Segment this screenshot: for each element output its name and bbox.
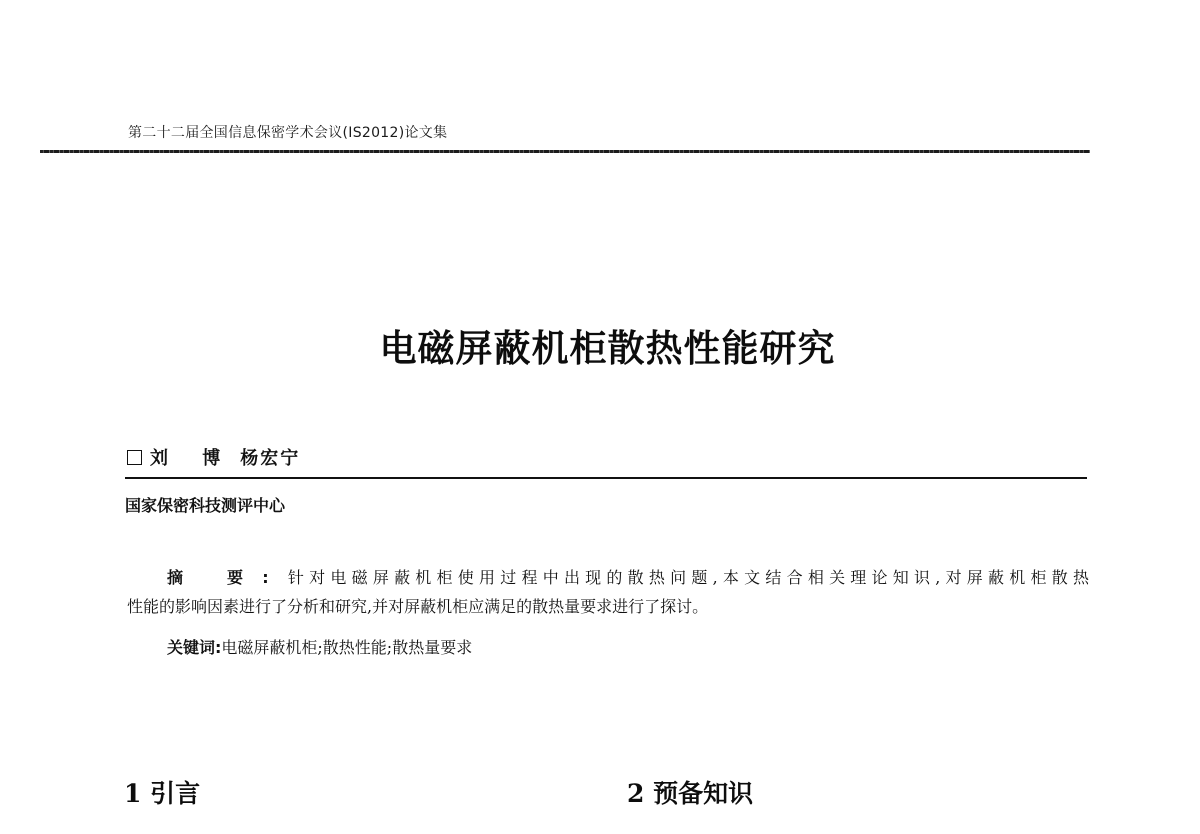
header-rule <box>40 150 1090 153</box>
section-heading-introduction: 1 引言 <box>124 779 201 808</box>
author-name-2: 杨宏宁 <box>240 448 301 469</box>
paper-title: 电磁屏蔽机柜散热性能研究 <box>379 326 836 370</box>
keywords <box>167 635 472 658</box>
keywords-label: 关键词: <box>167 638 222 657</box>
author-box-marker <box>127 450 142 465</box>
running-header: 第二十二届全国信息保密学术会议(IS2012)论文集 <box>128 125 448 141</box>
keywords-text: 电磁屏蔽机柜;散热性能;散热量要求 <box>221 638 473 657</box>
abstract-text-1: 针对电磁屏蔽机柜使用过程中出现的散热问题,本文结合相关理论知识,对屏蔽机柜散热 <box>282 568 1089 587</box>
abstract-label: 摘 要: <box>167 568 283 587</box>
abstract-line-1 <box>127 563 1089 592</box>
affiliation: 国家保密科技测评中心 <box>125 496 286 515</box>
abstract <box>127 563 1089 621</box>
section-heading-preliminaries: 2 预备知识 <box>627 779 754 808</box>
abstract-text-2: 性能的影响因素进行了分析和研究,并对屏蔽机柜应满足的散热量要求进行了探讨。 <box>127 597 709 616</box>
author-rule <box>125 477 1087 479</box>
author-name-1: 刘 博 <box>150 448 235 469</box>
author-line <box>127 444 300 470</box>
